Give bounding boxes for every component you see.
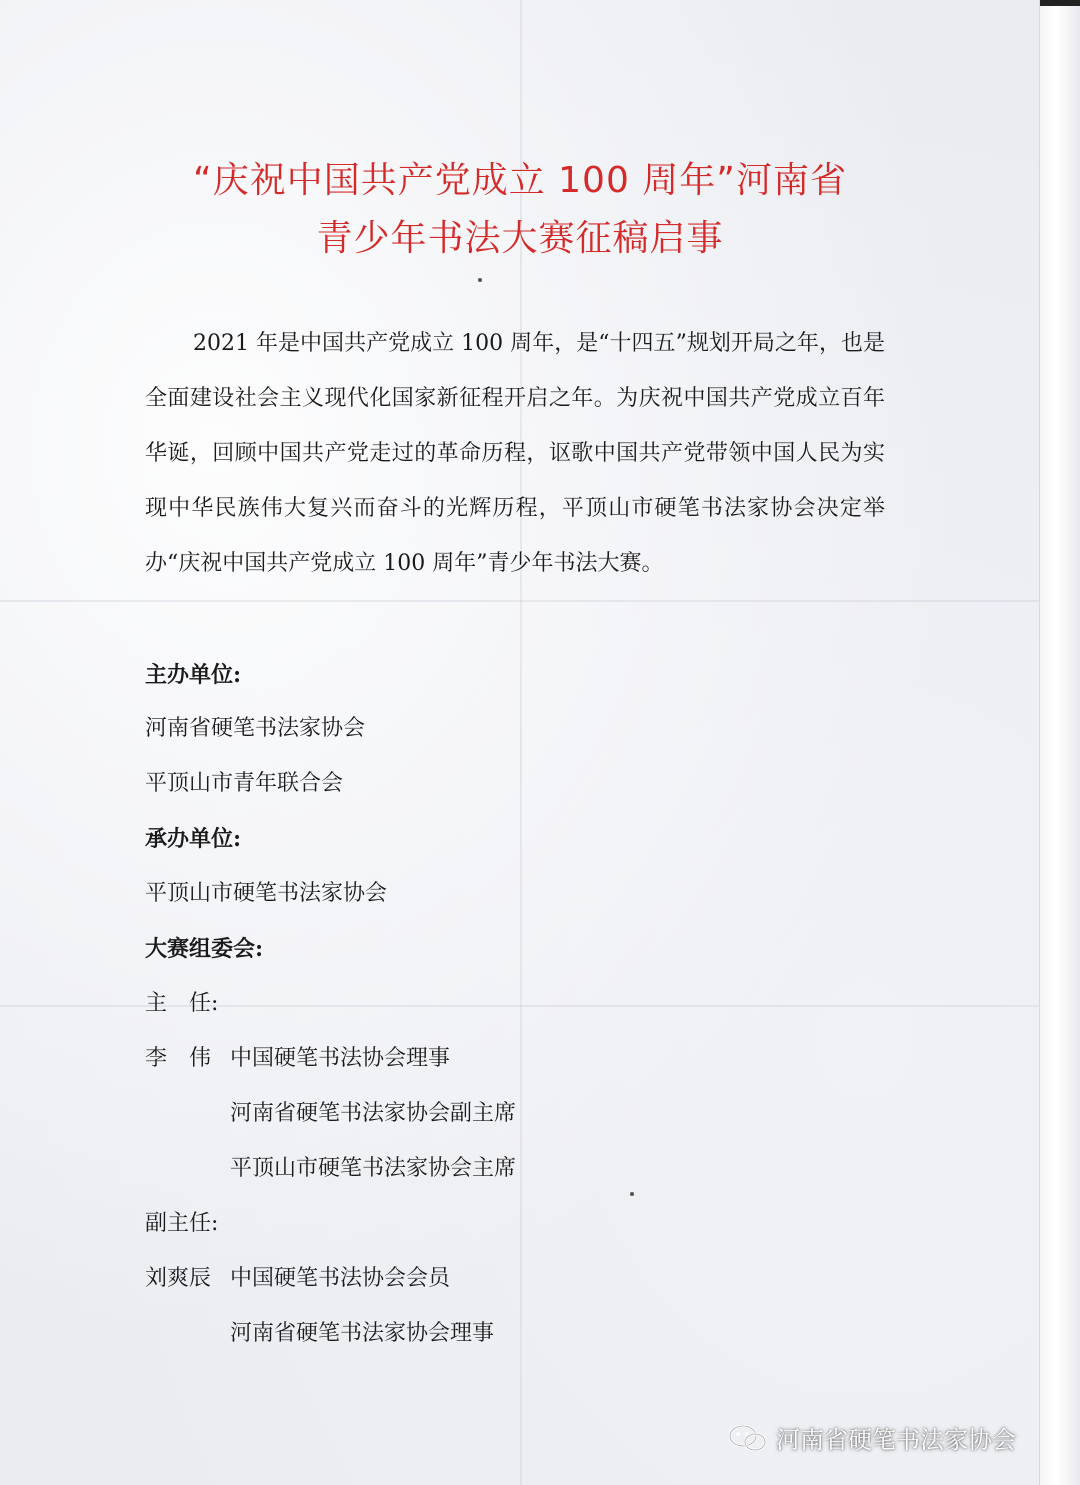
- document-title-line1: “庆祝中国共产党成立 100 周年”河南省: [193, 160, 847, 201]
- vice-director-label: 副主任:: [145, 1211, 219, 1236]
- ink-dot: [630, 1192, 634, 1196]
- organizers-heading: 主办单位:: [145, 662, 242, 688]
- director-title: 河南省硬笔书法家协会副主席: [230, 1101, 517, 1126]
- vice-director-title: 中国硬笔书法协会会员: [230, 1266, 451, 1291]
- vice-director-name: 刘爽辰: [145, 1266, 212, 1291]
- ink-dot: [478, 278, 482, 282]
- watermark-text: 河南省硬笔书法家协会: [776, 1426, 1016, 1454]
- intro-paragraph: 2021 年是中国共产党成立 100 周年，是“十四五”规划开局之年，也是全面建设社会主义现代化国家新征程开启之年。为庆祝中国共产党成立百年华诞，回顾中国共产党走过的革命历程，讴歌中国共产党带领中国人民为实现中华民族伟大复兴而奋斗的光辉历程，平顶山市硬笔书法家协会决定举办“庆祝中国共产党成立 100 周年”青少年书法大赛。: [145, 331, 885, 576]
- director-name: 李 伟: [145, 1046, 212, 1071]
- wechat-watermark: [728, 1420, 1016, 1455]
- organizer-item: 平顶山市青年联合会: [145, 771, 344, 796]
- committee-heading: 大赛组委会:: [145, 936, 264, 962]
- director-label: 主 任:: [145, 991, 219, 1016]
- organizer-item: 河南省硬笔书法家协会: [145, 716, 366, 741]
- page-edge: [1039, 0, 1080, 1485]
- director-title: 中国硬笔书法协会理事: [230, 1046, 451, 1071]
- page-corner: [1040, 0, 1080, 6]
- host-item: 平顶山市硬笔书法家协会: [145, 881, 388, 906]
- vice-director-title: 河南省硬笔书法家协会理事: [230, 1321, 495, 1346]
- director-title: 平顶山市硬笔书法家协会主席: [230, 1156, 517, 1181]
- hosts-heading: 承办单位:: [145, 826, 242, 852]
- wechat-icon: [728, 1423, 768, 1453]
- document-title-line2: 青少年书法大赛征稿启事: [316, 218, 724, 259]
